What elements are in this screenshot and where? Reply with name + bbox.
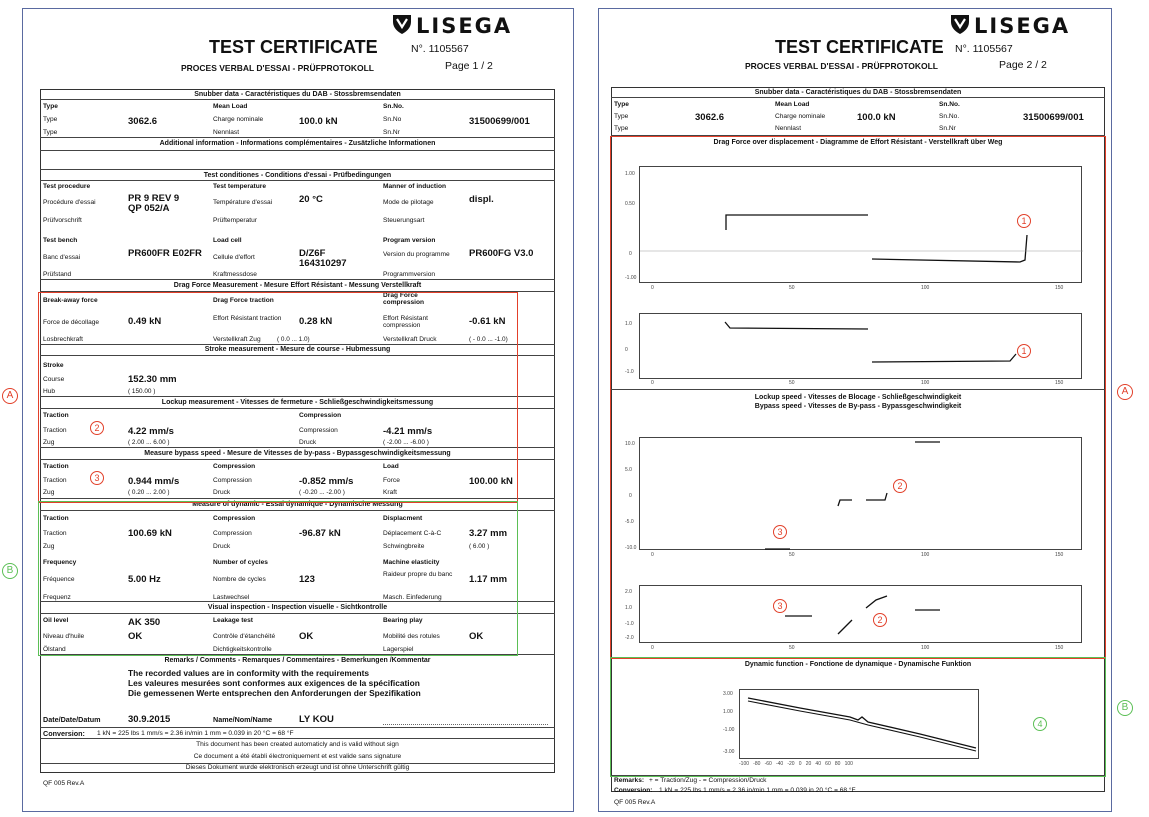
bypass-compression-label-de: Druck	[213, 489, 231, 496]
breakaway-value: 0.49 kN	[128, 316, 162, 327]
dynamic-traction-label: Traction	[43, 515, 69, 522]
lockup-compression-label: Compression	[299, 412, 342, 419]
remarks-line-de: Die gemessenen Werte entsprechen den Anforderungen der Spezifikation	[128, 688, 421, 698]
nennlast-label-p2: Nennlast	[775, 125, 802, 132]
lockup-traction-range: ( 2.00 ... 6.00 )	[128, 439, 170, 446]
certificate-page-2: LISEGA TEST CERTIFICATE N°. 1105567 PROCES VERBAL D'ESSAI - PRÜFPROTOKOLL Page 2 / 2 Snubber data - Caractéristiques du DAB - Stossbremsendaten Type Type Type 3062.6 Mean Load Charge nominale Nennlast 100.0 kN Sn.No. Sn.No. Sn.Nr 31500699/001 Drag Force over displacement - Diagramme de Effort Résistant - Verstellkraft über Weg 1.00 0.50 0 -1.00 0 50 100 150 1 1.0 0 -1.0 0 50 100 150 1 Lockup speed - Vitesses de Blocage - Schließgeschwindigkeit Bypass speed - Vitesses de By-pass - Bypassgeschwindigkeit 10.0 5.0 0 -5.0 -10.0 0 50 100 150 2 3 2.0 1.0 -1.0 -2.0 0 50 100 150 3 2 Dynamic function - Fonctione de dynamique - Dynamische Funktion 3.00 1.00 -1.00 -3.00 -100 -80 -60 -40 -20 0 20 40 60 80 100 4 Remarks: + = Traction/Zug - = Compression/Druck Conversion: 1 kN = 225 lbs 1 mm/s = 2.36 in/min 1 mm = 0.039 in 20 °C = 68 °F QF 005 Rev.A	[598, 8, 1112, 812]
lockup-heading: Lockup measurement - Vitesses de fermeture - Schließgeschwindigkeitsmessung	[161, 399, 434, 406]
conversion-text: 1 kN = 225 lbs 1 mm/s = 2.36 in/min 1 mm = 0.039 in 20 °C = 68 °F	[97, 730, 294, 737]
drag-compression-label-fr: Effort Résistant compression	[383, 315, 428, 329]
page-title-p2: TEST CERTIFICATE	[775, 37, 944, 57]
temperature-value: 20 °C	[299, 194, 323, 205]
type-label-fr-p2: Type	[614, 113, 629, 120]
page-subtitle: PROCES VERBAL D'ESSAI - PRÜFPROTOKOLL	[181, 63, 374, 73]
program-label-fr: Version du programme	[383, 251, 450, 258]
cell-label-de: Kraftmessdose	[213, 271, 257, 278]
machine-elasticity-label-fr: Raideur propre du banc	[383, 571, 453, 578]
oil-level-label: Oil level	[43, 617, 69, 624]
dynamic-compression-label: Compression	[213, 515, 256, 522]
drag-compression-label-de: Verstellkraft Druck	[383, 336, 437, 343]
bench-label-fr: Banc d'essai	[43, 254, 81, 261]
name-label: Name/Nom/Name	[213, 715, 273, 724]
drag-force-heading: Drag Force Measurement - Mesure Effort Résistant - Messung Verstellkraft	[173, 282, 422, 289]
leakage-label-fr: Contrôle d'étanchéité	[213, 633, 276, 640]
graph-marker-2b: 2	[873, 613, 887, 627]
breakaway-label: Break-away force	[43, 297, 98, 304]
stroke-label-de: Hub	[43, 388, 56, 395]
bench-value: PR600FR E02FR	[128, 248, 202, 259]
bypass-load-value: 100.00 kN	[469, 476, 513, 487]
serial-number-value: 31500699/001	[469, 116, 530, 127]
drag-traction-label-fr: Effort Résistant traction	[213, 315, 282, 322]
graph-marker-1a: 1	[1017, 214, 1031, 228]
test-bench-label: Test bench	[43, 237, 78, 244]
lisega-logo-p2: LISEGA	[974, 14, 1071, 38]
program-version-value: PR600FG V3.0	[469, 248, 534, 259]
footer-note-fr: Ce document a été établi électroniquement et est valide sans signature	[193, 753, 402, 760]
type-label-de-p2: Type	[614, 125, 629, 132]
snubber-heading: Snubber data - Caractéristiques du DAB - Stossbremsendaten	[194, 91, 401, 98]
sn-label-fr-p2: Sn.No.	[939, 113, 960, 120]
cycles-label: Number of cycles	[213, 559, 268, 566]
drag-traction-label-de: Verstellkraft Zug	[213, 336, 261, 343]
graph-marker-2a: 2	[893, 479, 907, 493]
side-marker-a-page1: A	[2, 388, 18, 404]
visual-heading: Visual inspection - Inspection visuelle - Sichtkontrolle	[207, 604, 388, 611]
lisega-shield-icon	[391, 13, 413, 35]
section-b-highlight-p2	[610, 657, 1106, 777]
section-b-highlight	[38, 501, 518, 656]
bypass-traction-label-de: Zug	[43, 489, 55, 496]
footer-note-de: Dieses Dokument wurde elektronisch erzeugt und ist ohne Unterschrift gültig	[185, 764, 410, 771]
bypass-traction-range: ( 0.20 ... 2.00 )	[128, 489, 170, 496]
section-a-highlight	[38, 292, 518, 503]
conversion-label: Conversion:	[43, 729, 85, 738]
leakage-value: OK	[299, 631, 314, 642]
lockup-traction-value: 4.22 mm/s	[128, 426, 174, 437]
stroke-label: Stroke	[43, 362, 64, 369]
lockup-compression-range: ( -2.00 ... -6.00 )	[383, 439, 429, 446]
graph-marker-3b: 3	[773, 599, 787, 613]
procedure-label-de: Prüfvorschrift	[43, 217, 82, 224]
snubber-heading-p2: Snubber data - Caractéristiques du DAB - Stossbremsendaten	[754, 89, 962, 96]
form-number: QF 005 Rev.A	[43, 780, 85, 787]
cycles-value: 123	[299, 574, 315, 585]
drag-compression-label: Drag Force compression	[383, 292, 425, 306]
load-cell-value-1: D/Z6F	[299, 248, 326, 259]
mean-load-label: Mean Load	[213, 103, 248, 110]
certificate-number-p2: N°. 1105567	[955, 43, 1013, 55]
type-label-en: Type	[43, 103, 58, 110]
induction-label-fr: Mode de pilotage	[383, 199, 434, 206]
drag-compression-value: -0.61 kN	[469, 316, 506, 327]
type-label-fr: Type	[43, 116, 58, 123]
dynamic-heading: Measure of dynamic - Essai dynamique - Dynamische Messung	[192, 501, 403, 508]
dynamic-compression-value: -96.87 kN	[299, 528, 341, 539]
type-value-p2: 3062.6	[695, 112, 725, 123]
load-cell-label: Load cell	[213, 237, 242, 244]
stroke-range: ( 150.00 )	[128, 388, 156, 395]
marker-3: 3	[90, 471, 104, 485]
lisega-logo: LISEGA	[416, 14, 513, 38]
remarks-label-p2: Remarks:	[614, 777, 645, 784]
certificate-page-1	[22, 8, 574, 812]
cell-label-fr: Cellule d'effort	[213, 254, 255, 261]
displacement-value: 3.27 mm	[469, 528, 508, 539]
bypass-traction-label-fr: Traction	[43, 477, 67, 484]
lockup-graph-heading-1: Lockup speed - Vitesses de Blocage - Schließgeschwindigkeit	[754, 394, 962, 401]
oil-level-value-2: OK	[128, 631, 143, 642]
load-cell-value-2: 164310297	[299, 258, 347, 269]
oil-level-value-1: AK 350	[128, 617, 161, 628]
displacement-label-de: Schwingbreite	[383, 543, 425, 550]
procedure-value-2: QP 052/A	[128, 203, 170, 214]
bypass-compression-value: -0.852 mm/s	[299, 476, 354, 487]
breakaway-label-fr: Force de décollage	[43, 319, 100, 326]
dynamic-traction-value: 100.69 kN	[128, 528, 172, 539]
leakage-label-de: Dichtigkeitskontrolle	[213, 646, 272, 653]
remarks-text-p2: + = Traction/Zug - = Compression/Druck	[649, 777, 767, 784]
sn-label-en-p2: Sn.No.	[939, 101, 960, 108]
drag-traction-value: 0.28 kN	[299, 316, 333, 327]
type-value: 3062.6	[128, 116, 158, 127]
cycles-label-de: Lastwechsel	[213, 594, 250, 601]
stroke-value: 152.30 mm	[128, 374, 177, 385]
frequency-label-de: Frequenz	[43, 594, 71, 601]
test-procedure-label: Test procedure	[43, 183, 91, 190]
breakaway-label-de: Losbrechkraft	[43, 336, 83, 343]
procedure-value-1: PR 9 REV 9	[128, 193, 180, 204]
conditions-heading: Test conditiones - Conditions d'essai - Prüfbedingungen	[203, 172, 392, 179]
frequency-label-fr: Fréquence	[43, 576, 75, 583]
lockup-traction-label-de: Zug	[43, 439, 55, 446]
sn-label-fr: Sn.No	[383, 116, 402, 123]
bypass-compression-label: Compression	[213, 463, 256, 470]
stroke-label-fr: Course	[43, 376, 65, 383]
lockup-graph-heading-2: Bypass speed - Vitesses de By-pass - Bypassgeschwindigkeit	[754, 403, 962, 410]
charge-nominale-label-p2: Charge nominale	[775, 113, 826, 120]
sn-label-de: Sn.Nr	[383, 129, 400, 136]
type-label-en-p2: Type	[614, 101, 629, 108]
page-title: TEST CERTIFICATE	[209, 37, 378, 57]
form-number-p2: QF 005 Rev.A	[614, 799, 656, 806]
displacement-label-fr: Déplacement C-à-C	[383, 530, 442, 537]
date-value: 30.9.2015	[128, 714, 171, 725]
dynamic-traction-label-de: Zug	[43, 543, 55, 550]
page-number: Page 1 / 2	[445, 60, 493, 72]
procedure-label-fr: Procédure d'essai	[43, 199, 96, 206]
date-label: Date/Date/Datum	[43, 715, 101, 724]
footer-note-en: This document has been created automaticly and is valid without sign	[196, 741, 399, 748]
induction-label: Manner of induction	[383, 183, 447, 190]
mean-load-label-p2: Mean Load	[775, 101, 810, 108]
section-a-highlight-p2	[610, 136, 1106, 659]
induction-label-de: Steuerungsart	[383, 217, 425, 224]
mean-load-value: 100.0 kN	[299, 116, 338, 127]
lockup-traction-label-fr: Traction	[43, 427, 67, 434]
page-number-p2: Page 2 / 2	[999, 59, 1047, 71]
bearing-play-label-fr: Mobilité des rotules	[383, 633, 440, 640]
lockup-compression-value: -4.21 mm/s	[383, 426, 433, 437]
lockup-compression-label-fr: Compression	[299, 427, 338, 434]
oil-level-label-de: Ölstand	[43, 646, 66, 653]
oil-level-label-fr: Niveau d'huile	[43, 633, 85, 640]
bearing-play-label-de: Lagerspiel	[383, 646, 414, 653]
remarks-heading: Remarks / Comments - Remarques / Commentaires - Bemerkungen /Kommentar	[164, 657, 431, 664]
bypass-traction-value: 0.944 mm/s	[128, 476, 180, 487]
additional-info-heading: Additional information - Informations complémentaires - Zusätzliche Informationen	[159, 140, 436, 147]
machine-elasticity-label: Machine elasticity	[383, 559, 440, 566]
temperature-label-de: Prüftemperatur	[213, 217, 257, 224]
displacement-range: ( 6.00 )	[469, 543, 490, 550]
frequency-label: Frequency	[43, 559, 77, 566]
bypass-load-label-de: Kraft	[383, 489, 397, 496]
type-label-de: Type	[43, 129, 58, 136]
side-marker-b-page1: B	[2, 563, 18, 579]
bearing-play-value: OK	[469, 631, 484, 642]
drag-compression-range: ( - 0.0 ... -1.0)	[469, 336, 508, 343]
drag-traction-label: Drag Force traction	[213, 297, 274, 304]
sn-label-en: Sn.No.	[383, 103, 404, 110]
bypass-compression-range: ( -0.20 ... -2.00 )	[299, 489, 345, 496]
program-label-de: Programmversion	[383, 271, 436, 278]
drag-traction-range: ( 0.0 ... 1.0)	[277, 336, 310, 343]
charge-nominale-label: Charge nominale	[213, 116, 264, 123]
marker-2: 2	[90, 421, 104, 435]
dynamic-traction-label-fr: Traction	[43, 530, 67, 537]
leakage-label: Leakage test	[213, 617, 253, 624]
lockup-traction-label: Traction	[43, 412, 69, 419]
bearing-play-label: Bearing play	[383, 617, 423, 624]
test-temperature-label: Test temperature	[213, 183, 267, 190]
machine-elasticity-label-de: Masch. Einfederung	[383, 594, 442, 601]
side-marker-b-page2: B	[1117, 700, 1133, 716]
machine-elasticity-value: 1.17 mm	[469, 574, 508, 585]
graph-marker-4: 4	[1033, 717, 1047, 731]
bypass-traction-label: Traction	[43, 463, 69, 470]
conversion-label-p2: Conversion:	[614, 787, 653, 794]
bench-label-de: Prüfstand	[43, 271, 72, 278]
lockup-compression-label-de: Druck	[299, 439, 317, 446]
bypass-compression-label-fr: Compression	[213, 477, 252, 484]
remarks-line-en: The recorded values are in conformity with the requirements	[128, 668, 370, 678]
conversion-text-p2: 1 kN = 225 lbs 1 mm/s = 2.36 in/min 1 mm = 0.039 in 20 °C = 68 °F	[659, 787, 856, 794]
serial-number-value-p2: 31500699/001	[1023, 112, 1084, 123]
sn-label-de-p2: Sn.Nr	[939, 125, 956, 132]
cycles-label-fr: Nombre de cycles	[213, 576, 266, 583]
bypass-load-label: Load	[383, 463, 399, 470]
displacement-label: Displacment	[383, 515, 423, 522]
certificate-number: N°. 1105567	[411, 43, 469, 55]
name-value: LY KOU	[299, 714, 334, 725]
drag-graph-heading: Drag Force over displacement - Diagramme de Effort Résistant - Verstellkraft über Weg	[713, 139, 1003, 146]
side-marker-a-page2: A	[1117, 384, 1133, 400]
page-subtitle-p2: PROCES VERBAL D'ESSAI - PRÜFPROTOKOLL	[745, 61, 938, 71]
program-version-label: Program version	[383, 237, 436, 244]
mean-load-value-p2: 100.0 kN	[857, 112, 896, 123]
frequency-value: 5.00 Hz	[128, 574, 161, 585]
graph-marker-3a: 3	[773, 525, 787, 539]
dynamic-graph-heading: Dynamic function - Fonctione de dynamique - Dynamische Funktion	[744, 661, 972, 668]
stroke-heading: Stroke measurement - Mesure de course - Hubmessung	[204, 346, 391, 353]
bypass-load-label-fr: Force	[383, 477, 400, 484]
temperature-label-fr: Température d'essai	[213, 199, 273, 206]
nennlast-label: Nennlast	[213, 129, 240, 136]
dynamic-compression-label-de: Druck	[213, 543, 231, 550]
induction-value: displ.	[469, 194, 494, 205]
bypass-heading: Measure bypass speed - Mesure de Vitesses de by-pass - Bypassgeschwindigkeitsmessung	[144, 450, 451, 457]
dynamic-compression-label-fr: Compression	[213, 530, 252, 537]
graph-marker-1b: 1	[1017, 344, 1031, 358]
lisega-shield-icon-p2	[949, 13, 971, 35]
remarks-line-fr: Les valeures mesurées sont conformes aux exigences de la spécification	[128, 678, 420, 688]
